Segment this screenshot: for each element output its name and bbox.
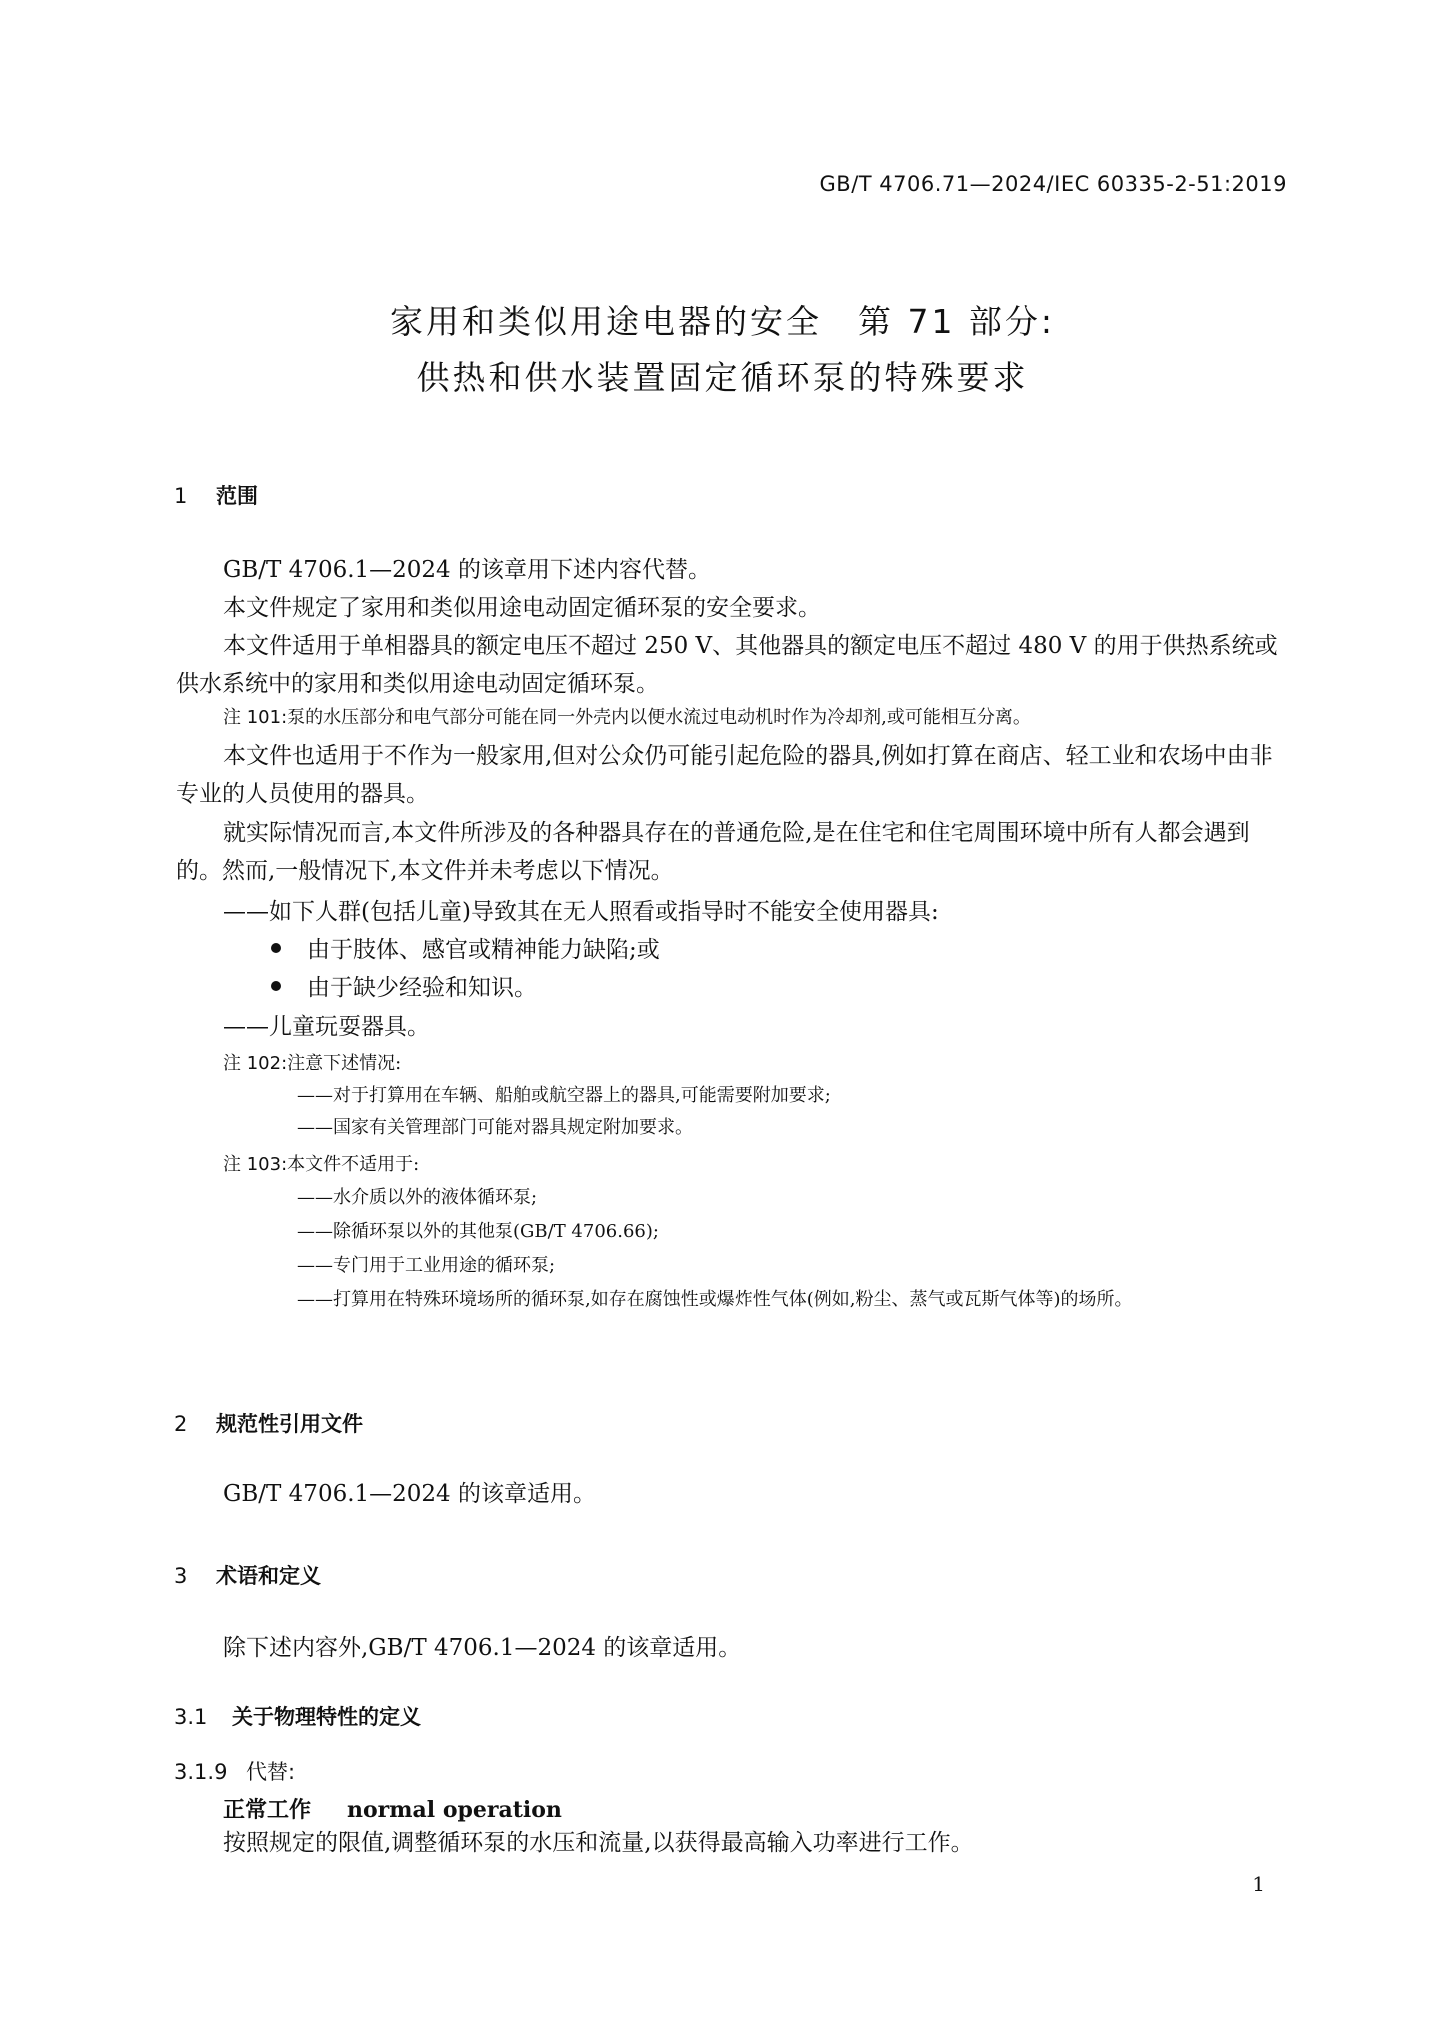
scope-paragraph-4: 本文件也适用于不作为一般家用,但对公众仍可能引起危险的器具,例如打算在商店、轻工业和农场中由非专业的人员使用的器具。 bbox=[176, 743, 1273, 807]
note-102-item: ——对于打算用在车辆、船舶或航空器上的器具,可能需要附加要求; bbox=[297, 1085, 831, 1106]
note-103-item: ——水介质以外的液体循环泵; bbox=[297, 1187, 538, 1208]
note-103-label: 注 103: bbox=[223, 1154, 288, 1175]
section-3-heading bbox=[174, 1560, 321, 1590]
page-number: 1 bbox=[1252, 1872, 1265, 1896]
section-1-heading bbox=[174, 480, 258, 510]
note-102-label: 注 102: bbox=[223, 1053, 288, 1074]
note-103-text: 本文件不适用于: bbox=[287, 1154, 420, 1175]
note-103 bbox=[223, 1151, 419, 1179]
note-101-label: 注 101: bbox=[223, 707, 288, 728]
term-entry bbox=[223, 1793, 562, 1824]
subsection-3-1-heading bbox=[174, 1701, 421, 1731]
section-3-number: 3 bbox=[174, 1564, 188, 1588]
clause-3-1-9-number: 3.1.9 bbox=[174, 1760, 228, 1784]
section-3-paragraph: 除下述内容外,GB/T 4706.1—2024 的该章适用。 bbox=[223, 1635, 742, 1661]
bullet-item-1: 由于肢体、感官或精神能力缺陷;或 bbox=[271, 931, 660, 964]
scope-paragraph-1: GB/T 4706.1—2024 的该章用下述内容代替。 bbox=[223, 557, 711, 583]
scope-paragraph-2: 本文件规定了家用和类似用途电动固定循环泵的安全要求。 bbox=[223, 595, 821, 621]
term-definition: 按照规定的限值,调整循环泵的水压和流量,以获得最高输入功率进行工作。 bbox=[223, 1830, 974, 1856]
dash-item-1: ——如下人群(包括儿童)导致其在无人照看或指导时不能安全使用器具: bbox=[223, 899, 939, 925]
note-103-item: ——打算用在特殊环境场所的循环泵,如存在腐蚀性或爆炸性气体(例如,粉尘、蒸气或瓦斯气体等)的场所。 bbox=[297, 1289, 1133, 1310]
note-103-item: ——专门用于工业用途的循环泵; bbox=[297, 1255, 556, 1276]
note-101-text: 泵的水压部分和电气部分可能在同一外壳内以便水流过电动机时作为冷却剂,或可能相互分离。 bbox=[287, 707, 1031, 728]
section-2-title: 规范性引用文件 bbox=[216, 1412, 363, 1436]
subsection-3-1-number: 3.1 bbox=[174, 1705, 208, 1729]
note-101 bbox=[223, 704, 1283, 732]
note-103-item: ——除循环泵以外的其他泵(GB/T 4706.66); bbox=[297, 1221, 659, 1242]
title-line-2: 供热和供水装置固定循环泵的特殊要求 bbox=[416, 358, 1029, 397]
bullet-dot bbox=[271, 943, 281, 953]
section-2-heading bbox=[174, 1408, 363, 1438]
document-code-header: GB/T 4706.71—2024/IEC 60335-2-51:2019 bbox=[819, 172, 1287, 196]
bullet-item-2: 由于缺少经验和知识。 bbox=[271, 969, 537, 1002]
note-102 bbox=[223, 1050, 401, 1078]
section-1-title: 范围 bbox=[216, 484, 258, 508]
scope-paragraph-3: 本文件适用于单相器具的额定电压不超过 250 V、其他器具的额定电压不超过 480 V 的用于供热系统或供水系统中的家用和类似用途电动固定循环泵。 bbox=[176, 633, 1278, 697]
section-2-number: 2 bbox=[174, 1412, 188, 1436]
bullet-dot bbox=[271, 981, 281, 991]
note-102-item: ——国家有关管理部门可能对器具规定附加要求。 bbox=[297, 1117, 693, 1138]
section-2-paragraph: GB/T 4706.1—2024 的该章适用。 bbox=[223, 1481, 596, 1507]
dash-item-2: ——儿童玩耍器具。 bbox=[223, 1014, 430, 1040]
title-line-1: 家用和类似用途电器的安全 第 71 部分: bbox=[389, 302, 1056, 341]
section-3-title: 术语和定义 bbox=[216, 1564, 321, 1588]
clause-3-1-9 bbox=[174, 1756, 295, 1786]
note-102-text: 注意下述情况: bbox=[287, 1053, 402, 1074]
clause-3-1-9-label: 代替: bbox=[246, 1760, 296, 1784]
scope-paragraph-5: 就实际情况而言,本文件所涉及的各种器具存在的普通危险,是在住宅和住宅周围环境中所有人都会遇到的。然而,一般情况下,本文件并未考虑以下情况。 bbox=[176, 820, 1250, 884]
term-english: normal operation bbox=[347, 1797, 562, 1823]
subsection-3-1-title: 关于物理特性的定义 bbox=[232, 1705, 421, 1729]
term-chinese: 正常工作 bbox=[223, 1798, 312, 1823]
section-1-number: 1 bbox=[174, 484, 188, 508]
